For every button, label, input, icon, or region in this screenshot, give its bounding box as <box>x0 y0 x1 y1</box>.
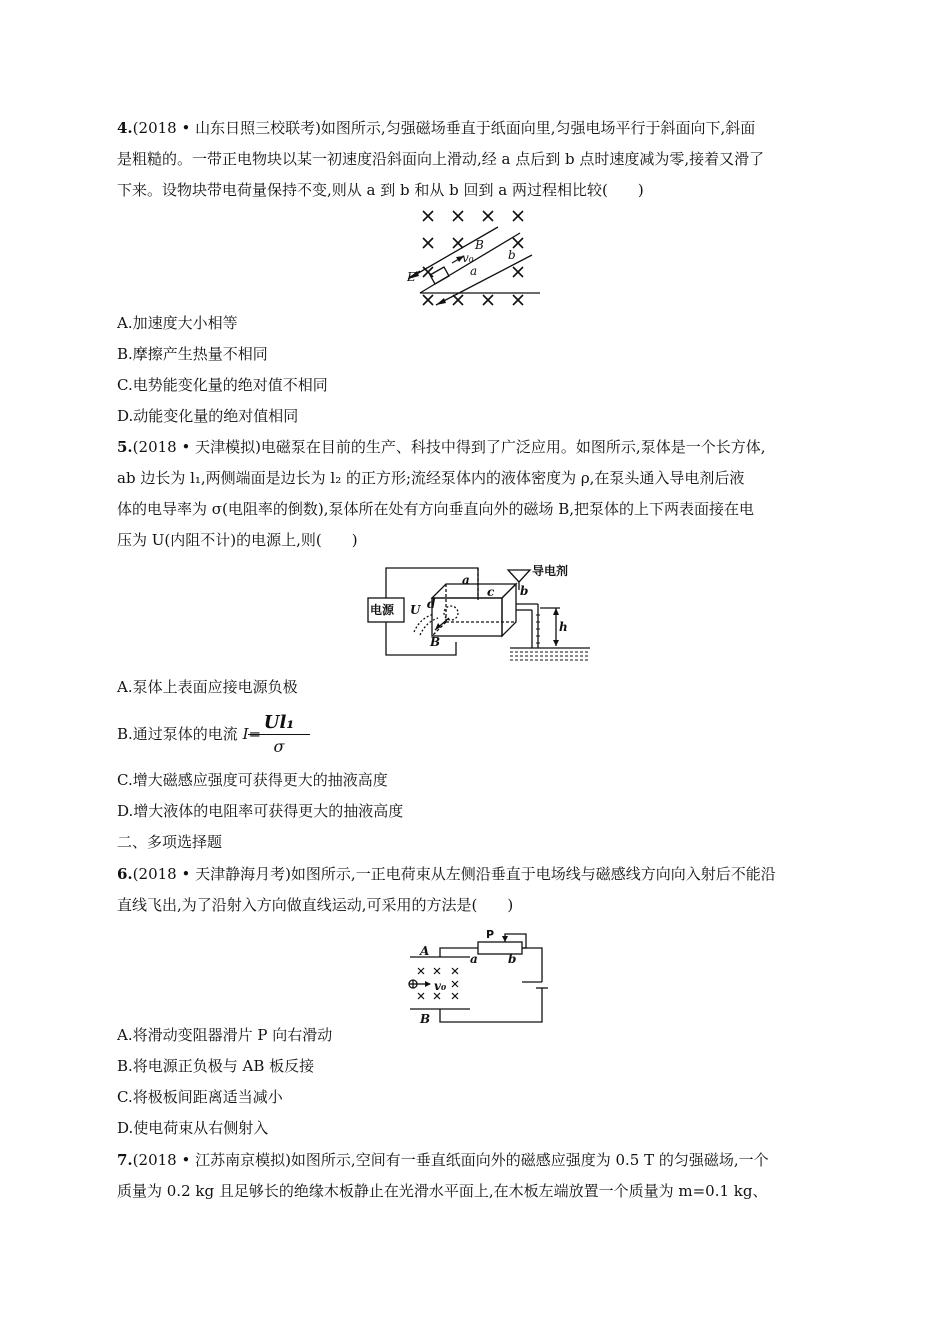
q5-line4: 压为 U(内阻不计)的电源上,则( ) <box>117 531 358 549</box>
q4-line1 <box>117 118 755 138</box>
q4-option-d: D.动能变化量的绝对值相同 <box>117 407 299 425</box>
q4-line2: 是粗糙的。一带正电物块以某一初速度沿斜面向上滑动,经 a 点后到 b 点时速度减为零,接着又滑了 <box>117 150 765 168</box>
q6-number: 6. <box>117 865 133 883</box>
q4-fig-b: b <box>508 248 516 262</box>
q6-option-d: D.使电荷束从右侧射入 <box>117 1119 269 1137</box>
q5-fig-source: 电源 <box>370 603 395 617</box>
q7-text-1: (2018 • 江苏南京模拟)如图所示,空间有一垂直纸面向外的磁感应强度为 0.5 T 的匀强磁场,一个 <box>132 1151 769 1169</box>
q5-figure <box>360 560 630 665</box>
q5-number: 5. <box>117 438 133 456</box>
q4-line3: 下来。设物块带电荷量保持不变,则从 a 到 b 和从 b 回到 a 两过程相比较( ) <box>117 181 644 199</box>
q4-fig-E: E <box>407 270 416 284</box>
q5-fraction-denominator: σ <box>273 737 285 756</box>
q6-fig-A: A <box>420 944 430 958</box>
q6-text-1: (2018 • 天津静海月考)如图所示,一正电荷束从左侧沿垂直于电场线与磁感线方向向入射后不能沿 <box>132 865 776 883</box>
q4-option-a: A.加速度大小相等 <box>117 314 238 332</box>
q4-fig-B: B <box>475 238 484 252</box>
q5-fraction-numerator: Ul₁ <box>248 712 310 735</box>
q6-fig-B: B <box>420 1012 431 1026</box>
q5-option-b-var: I= <box>242 725 262 743</box>
q5-fig-U: U <box>410 603 421 617</box>
q4-option-c: C.电势能变化量的绝对值不相同 <box>117 376 328 394</box>
q4-text-1: (2018 • 山东日照三校联考)如图所示,匀强磁场垂直于纸面向里,匀强电场平行于斜面向下,斜面 <box>132 119 756 137</box>
q5-fig-d: d <box>427 597 436 611</box>
q5-option-d: D.增大液体的电阻率可获得更大的抽液高度 <box>117 802 404 820</box>
q6-line1 <box>117 864 776 884</box>
q6-fig-P: P <box>486 928 495 941</box>
q6-line2: 直线飞出,为了沿射入方向做直线运动,可采用的方法是( ) <box>117 896 514 914</box>
q5-fig-h: h <box>559 620 568 634</box>
q5-fig-b: b <box>520 584 529 598</box>
q5-option-a: A.泵体上表面应接电源负极 <box>117 678 298 696</box>
q7-line1 <box>117 1150 769 1170</box>
q6-figure <box>400 922 550 1027</box>
q5-line3: 体的电导率为 σ(电阻率的倒数),泵体所在处有方向垂直向外的磁场 B,把泵体的上下两表面接在电 <box>117 500 755 518</box>
q5-fig-a: a <box>462 573 470 587</box>
q6-option-a: A.将滑动变阻器滑片 P 向右滑动 <box>117 1026 333 1044</box>
q5-option-b <box>117 724 261 744</box>
section-heading-multi-choice: 二、多项选择题 <box>117 833 223 851</box>
q5-option-c: C.增大磁感应强度可获得更大的抽液高度 <box>117 771 388 789</box>
q4-figure <box>400 205 550 310</box>
q5-option-b-text: B.通过泵体的电流 <box>117 725 243 743</box>
q7-number: 7. <box>117 1151 133 1169</box>
q5-text-1: (2018 • 天津模拟)电磁泵在目前的生产、科技中得到了广泛应用。如图所示,泵体是一个长方体, <box>132 438 766 456</box>
q6-fig-a: a <box>470 952 478 966</box>
q6-fig-v0: v₀ <box>434 979 447 993</box>
q5-line1 <box>117 437 765 457</box>
q6-fig-b: b <box>508 952 517 966</box>
q7-line2: 质量为 0.2 kg 且足够长的绝缘木板静止在光滑水平面上,在木板左端放置一个质量为 m=0.1 kg、 <box>117 1182 768 1200</box>
q6-option-c: C.将极板间距离适当减小 <box>117 1088 283 1106</box>
q4-fig-a: a <box>470 264 478 278</box>
q4-option-b: B.摩擦产生热量不相同 <box>117 345 268 363</box>
q4-fig-v0: v₀ <box>462 251 474 265</box>
q5-option-b-fraction <box>248 712 310 756</box>
q5-fig-B: B <box>430 635 441 649</box>
q4-number: 4. <box>117 119 133 137</box>
q5-fig-agent: 导电剂 <box>532 564 569 578</box>
q5-fig-c: c <box>487 585 495 599</box>
q5-line2: ab 边长为 l₁,两侧端面是边长为 l₂ 的正方形;流经泵体内的液体密度为 ρ,在泵头通入导电剂后液 <box>117 469 745 487</box>
q6-option-b: B.将电源正负极与 AB 板反接 <box>117 1057 315 1075</box>
